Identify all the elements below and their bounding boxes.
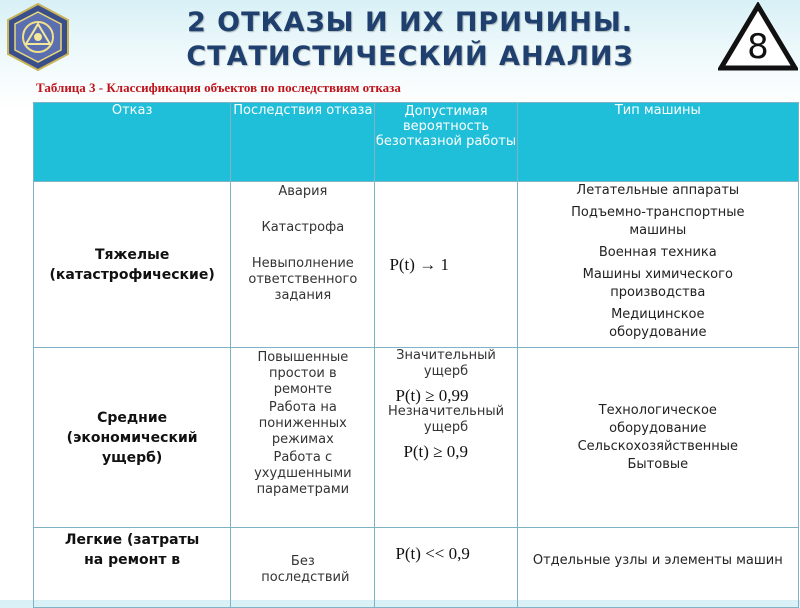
machine-types-cell: [517, 348, 798, 528]
probability-formula: P(t) → 1: [389, 254, 449, 274]
table-row: [34, 348, 799, 528]
category-label: Тяжелые (катастрофические): [49, 246, 215, 283]
consequence-item: Авария: [278, 184, 328, 199]
probability-cell: [375, 528, 517, 608]
machine-item: Медицинское оборудование: [609, 307, 707, 340]
slide-number: 8: [747, 27, 769, 67]
header-failure: Отказ: [34, 103, 231, 182]
probability-cell: [375, 348, 517, 528]
machine-types-cell: [517, 528, 798, 608]
category-medium: [34, 348, 231, 528]
category-label: Легкие (затраты на ремонт в: [64, 532, 200, 568]
consequences-cell: [231, 182, 375, 348]
category-label: Средние (экономический ущерб): [66, 409, 198, 466]
header-machine-type: Тип машины: [517, 103, 798, 182]
machine-item: Военная техника: [598, 245, 717, 260]
probability-cell: [375, 182, 517, 348]
machine-item: Летательные аппараты: [576, 183, 740, 198]
probability-label: Значительный ущерб: [396, 348, 496, 379]
slide-title: [110, 6, 710, 74]
machine-item: Сельскохозяйственные: [577, 438, 739, 454]
table-caption: Таблица 3 - Классификация объектов по последствиям отказа: [36, 80, 401, 95]
consequence-item: Работа на пониженных режимах: [258, 400, 347, 447]
header-probability: Допустимая вероятность безотказной работы: [375, 103, 517, 182]
consequences-cell: [231, 528, 375, 608]
consequence-item: Катастрофа: [261, 220, 345, 235]
table-row: [34, 182, 799, 348]
table-row: [34, 528, 799, 608]
title-line-2: СТАТИСТИЧЕСКИЙ АНАЛИЗ: [186, 41, 634, 72]
title-line-1: 2 ОТКАЗЫ И ИХ ПРИЧИНЫ.: [186, 7, 634, 38]
table-header-row: [34, 103, 799, 182]
probability-label: Незначительный ущерб: [388, 404, 505, 435]
machine-item: Бытовые: [627, 456, 689, 472]
consequence-item: Повышенные простои в ремонте: [257, 350, 349, 397]
header-consequences: Последствия отказа: [231, 103, 375, 182]
consequence-item: Невыполнение ответственного задания: [248, 256, 358, 303]
consequence-item: Работа с ухудшенными параметрами: [254, 450, 352, 497]
machine-item: Подъемно-транспортные машины: [571, 205, 745, 238]
classification-table: [33, 102, 799, 608]
consequence-item: Без последствий: [261, 554, 350, 585]
probability-formula: P(t) ≥ 0,99: [395, 386, 469, 405]
slide-number-triangle-icon: [718, 2, 798, 72]
consequences-cell: [231, 348, 375, 528]
university-logo-icon: [4, 2, 72, 72]
machine-item: Отдельные узлы и элементы машин: [532, 553, 783, 568]
category-light: [34, 528, 231, 608]
machine-item: Машины химического производства: [582, 267, 733, 300]
probability-formula: P(t) << 0,9: [395, 544, 470, 563]
category-heavy: [34, 182, 231, 348]
machine-types-cell: [517, 182, 798, 348]
machine-item: Технологическое оборудование: [598, 402, 717, 436]
probability-formula: P(t) ≥ 0,9: [403, 442, 469, 461]
